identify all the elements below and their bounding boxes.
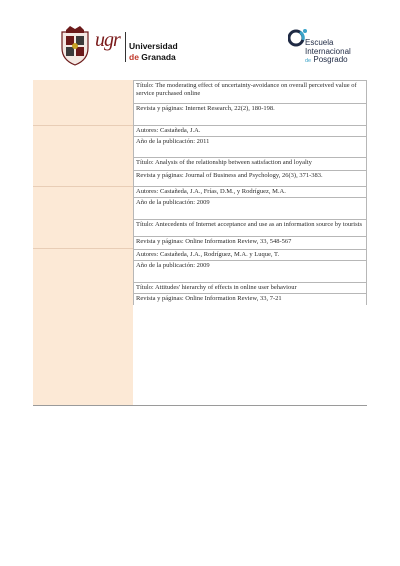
university-name-line1: Universidad xyxy=(129,41,178,51)
eip-de: de xyxy=(305,58,312,65)
eip-line1: Escuela xyxy=(305,38,334,47)
publication-year: Año de la publicación: 2011 xyxy=(133,137,367,158)
publication-title: Título: The moderating effect of uncertainty-avoidance on overall perceived value of service purchased online xyxy=(133,80,367,104)
eip-line3: Posgrado xyxy=(313,55,348,65)
publication-journal: Revista y páginas: Journal of Business and Psychology, 26(3), 371-383. xyxy=(133,171,367,187)
publication-title: Título: Analysis of the relationship between satisfaction and loyalty xyxy=(133,158,367,171)
publication-title: Título: Antecedents of Internet acceptance and use as an information source by tourists xyxy=(133,220,367,237)
eip-line2: Internacional xyxy=(305,46,351,56)
table-bottom-rule xyxy=(33,405,367,406)
table-left-column xyxy=(33,80,133,405)
ugr-wordmark: ugr xyxy=(95,29,120,51)
eip-logo xyxy=(288,28,378,68)
publication-year: Año de la publicación: 2009 xyxy=(133,261,367,283)
university-name-de: de xyxy=(129,52,139,62)
publication-journal: Revista y páginas: Online Information Review, 33, 548-567 xyxy=(133,237,367,250)
university-name-line2: Granada xyxy=(141,52,176,62)
publication-journal: Revista y páginas: Online Information Review, 33, 7-21 xyxy=(133,294,367,305)
publication-authors: Autores: Castañeda, J.A., Frías, D.M., y Rodríguez, M.A. xyxy=(133,187,367,198)
university-name xyxy=(129,41,178,63)
publication-title: Título: Attitudes' hierarchy of effects in online user behaviour xyxy=(133,283,367,294)
publication-authors: Autores: Castañeda, J.A., Rodríguez, M.A. y Luque, T. xyxy=(133,250,367,261)
publication-authors: Autores: Castañeda, J.A. xyxy=(133,126,367,137)
university-seal-icon xyxy=(58,26,92,66)
table-right-column xyxy=(133,80,367,305)
publication-year: Año de la publicación: 2009 xyxy=(133,198,367,220)
ugr-logo xyxy=(58,26,178,66)
eip-name xyxy=(305,39,351,66)
logo-divider xyxy=(125,32,126,62)
publication-journal: Revista y páginas: Internet Research, 22(2), 180-198. xyxy=(133,104,367,126)
